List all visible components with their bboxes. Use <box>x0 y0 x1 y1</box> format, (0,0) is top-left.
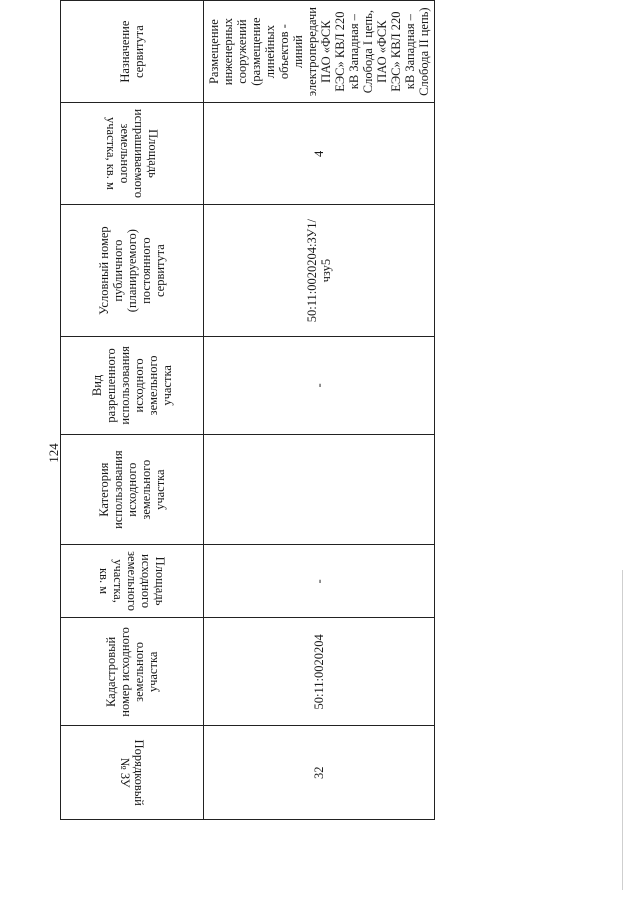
cell-land-category <box>204 434 435 545</box>
table-header-row <box>61 1 204 820</box>
header-servitude-number: Условный номер публичного (планируемого) постоянного сервитута <box>61 205 204 337</box>
header-permitted-use: Вид разрешенного использования исходного земельного участка <box>61 336 204 434</box>
cell-plot-number: 32 <box>204 726 435 820</box>
cell-permitted-use: - <box>204 336 435 434</box>
cell-servitude-purpose: Размещение инженерных сооружений (размещение линейных объектов - линий электропередачи ПАО «ФСК ЕЭС» КВЛ 220 кВ Западная – Слобода I цепь, ПАО «ФСК ЕЭС» КВЛ 220 кВ Западная – Слобода II цепь) <box>204 1 435 103</box>
page-number: 124 <box>46 443 61 463</box>
cell-requested-area: 4 <box>204 103 435 205</box>
cell-source-area: - <box>204 545 435 618</box>
servitude-table <box>60 0 435 820</box>
cell-servitude-number: 50:11:0020204:ЗУ1/чзу5 <box>204 205 435 337</box>
header-plot-number: Порядковый № ЗУ <box>61 726 204 820</box>
header-land-category: Категория использования исходного земельного участка <box>61 434 204 545</box>
cell-cadastral-number: 50:11:0020204 <box>204 618 435 726</box>
header-servitude-purpose: Назначение сервитута <box>61 1 204 103</box>
header-requested-area: Площадь испрашиваемого земельного участка, кв. м <box>61 103 204 205</box>
header-source-area: Площадь исходного земельного участка, кв. м <box>61 545 204 618</box>
table-row <box>204 1 435 820</box>
header-cadastral-number: Кадастровый номер исходного земельного участка <box>61 618 204 726</box>
scan-edge-line <box>622 570 623 890</box>
